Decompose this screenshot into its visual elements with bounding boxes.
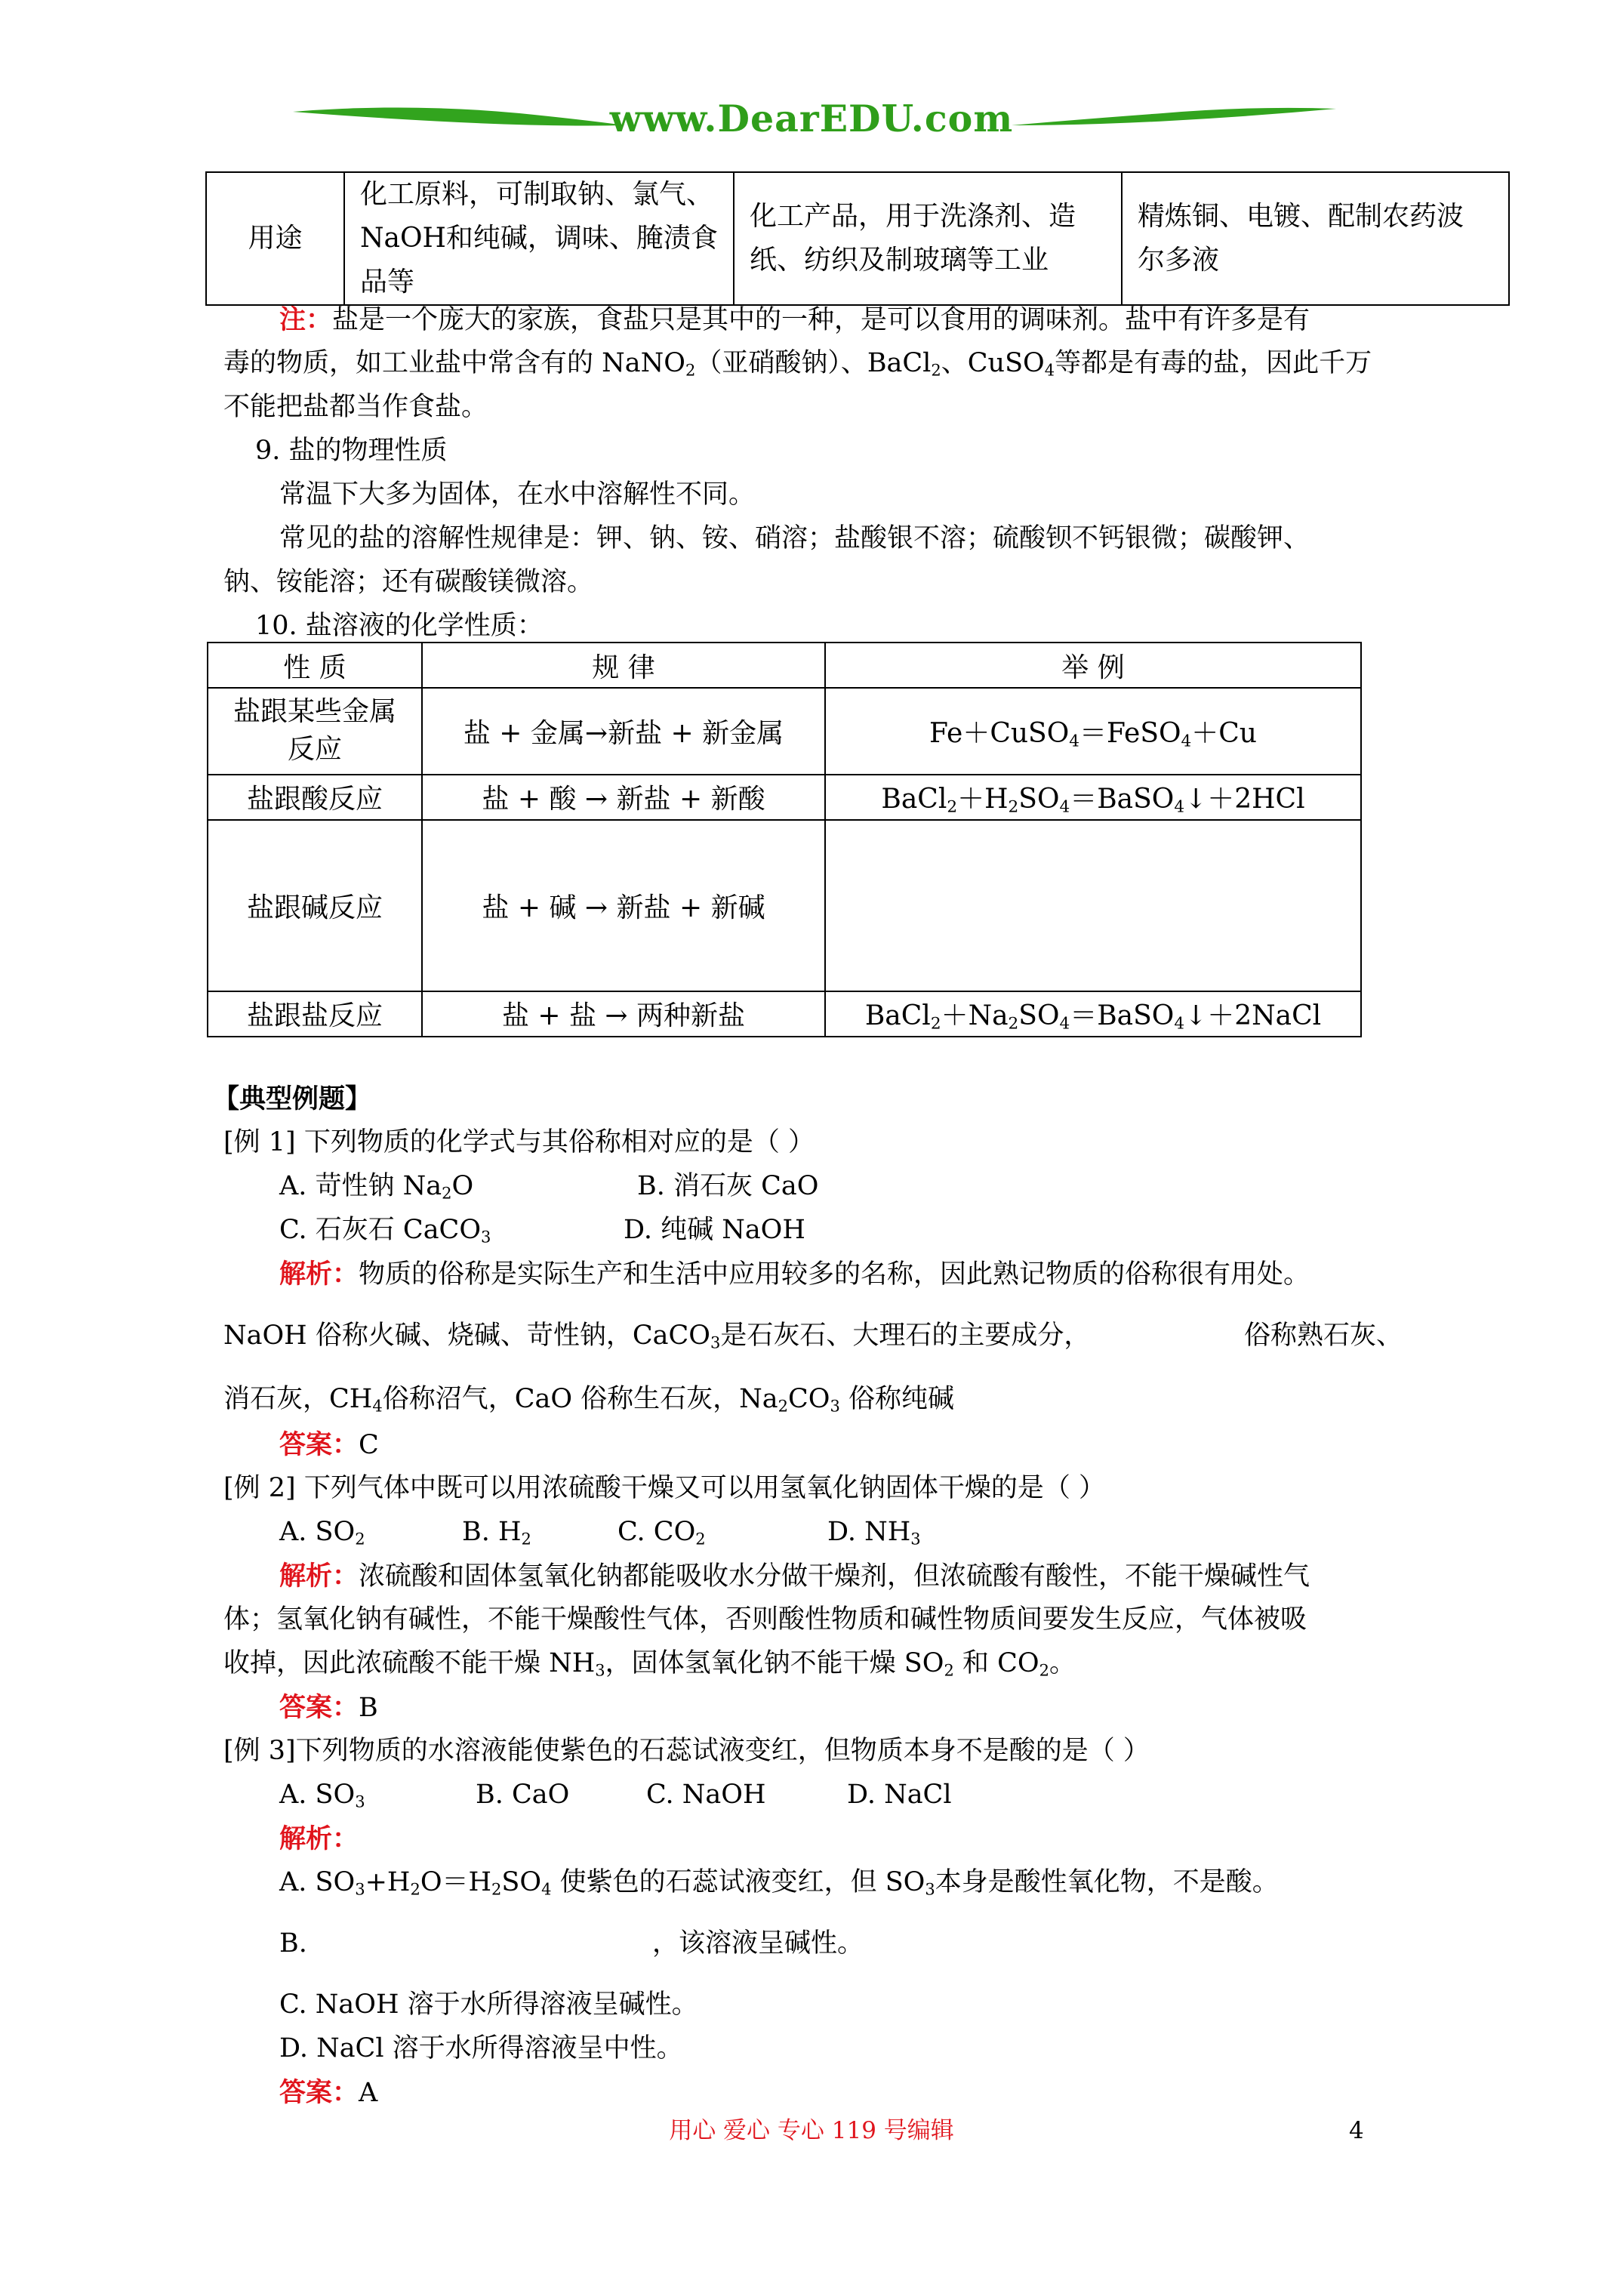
example-2-analysis-1: 解析：浓硫酸和固体氢氧化钠都能吸收水分做干燥剂，但浓硫酸有酸性，不能干燥碱性气	[279, 1561, 1310, 1592]
example-2-analysis-3: 收掉，因此浓硫酸不能干燥 $NH_3$，固体氢氧化钠不能干燥 $SO_2$ 和 $CO_2$。	[223, 1648, 1076, 1680]
example-3-answer: 答案：A	[279, 2077, 378, 2108]
footer-text: 用心 爱心 专心 119 号编辑	[669, 2117, 954, 2144]
usage-table	[205, 171, 1510, 306]
table-header-example: 举 例	[825, 643, 1361, 688]
table-header-property: 性 质	[208, 643, 422, 688]
section-10-title: 10. 盐溶液的化学性质：	[255, 611, 544, 641]
example-equation-4: $BaCl_2+Na_2SO_4=BaSO_4↓+2NaCl$	[825, 991, 1361, 1037]
section-9-line-3: 钠、铵能溶；还有碳酸镁微溶。	[223, 567, 594, 597]
table-row: 盐跟酸反应 盐 + 酸 → 新盐 + 新酸 $BaCl_2+H_2SO_4=BaSO_4↓+2HCl$	[208, 775, 1361, 820]
example-2-answer: 答案：B	[279, 1692, 378, 1723]
example-3-analysis-d: D. NaCl 溶于水所得溶液呈中性。	[279, 2033, 683, 2063]
example-3-option-a: A. $SO_3$	[279, 1780, 365, 1811]
example-2-option-d: D. $NH_3$	[827, 1517, 921, 1549]
usage-label-cell: 用途	[206, 172, 344, 305]
example-3-analysis-c: C. NaOH 溶于水所得溶液呈碱性。	[279, 1989, 698, 2020]
example-1-option-d: D. 纯碱 NaOH	[624, 1215, 805, 1245]
example-2-option-b: B. $H_2$	[462, 1517, 531, 1549]
example-3-analysis-b: B.	[279, 1928, 307, 1959]
example-1-analysis-p1: NaOH 俗称火碱、烧碱、苛性钠，CaCO$_3$是石灰石、大理石的主要成分，	[223, 1321, 1091, 1352]
page-number: 4	[1349, 2117, 1364, 2144]
example-3-analysis-label: 解析：	[279, 1823, 359, 1854]
example-3-analysis-b-tail: ，该溶液呈碱性。	[652, 1928, 864, 1959]
example-1-option-a: A. 苛性钠 $Na_2O$	[279, 1171, 474, 1203]
right-swoosh-icon	[1012, 97, 1336, 134]
brand-logo-text: www.DearEDU.com	[609, 97, 1014, 140]
table-header-rule: 规 律	[422, 643, 825, 688]
example-equation-1: Fe＋CuSO$_4$＝FeSO$_4$＋Cu	[825, 688, 1361, 774]
example-2-analysis-2: 体；氢氧化钠有碱性，不能干燥酸性气体，否则酸性物质和碱性物质间要发生反应，气体被吸	[223, 1604, 1307, 1635]
example-3-question: [例 3]下列物质的水溶液能使紫色的石蕊试液变红，但物质本身不是酸的是（ ）	[223, 1736, 1150, 1766]
example-2-option-a: A. $SO_2$	[279, 1517, 365, 1549]
table-row: 盐跟某些金属 反应 盐 + 金属→新盐 + 新金属 Fe＋CuSO$_4$＝FeSO$_4$＋Cu	[208, 688, 1361, 774]
usage-cell-copper-sulfate: 精炼铜、电镀、配制农药波 尔多液	[1122, 172, 1509, 305]
table-row: 盐跟盐反应 盐 + 盐 → 两种新盐 $BaCl_2+Na_2SO_4=BaSO_4↓+2NaCl$	[208, 991, 1361, 1037]
section-9-title: 9. 盐的物理性质	[255, 436, 448, 466]
note-line-2: 毒的物质，如工业盐中常含有的 NaNO$_2$（亚硝酸钠）、BaCl$_2$、CuSO$_4$等都是有毒的盐，因此千万	[223, 348, 1372, 380]
example-1-option-b: B. 消石灰 CaO	[637, 1171, 819, 1201]
section-9-line-1: 常温下大多为固体，在水中溶解性不同。	[279, 479, 756, 510]
usage-cell-sodium-carbonate: 化工产品，用于洗涤剂、造 纸、纺织及制玻璃等工业	[734, 172, 1122, 305]
example-1-analysis: 解析：物质的俗称是实际生产和生活中应用较多的名称，因此熟记物质的俗称很有用处。	[279, 1259, 1310, 1290]
examples-title: 【典型例题】	[213, 1083, 372, 1114]
table-row: 盐跟碱反应 盐 + 碱 → 新盐 + 新碱	[208, 820, 1361, 991]
example-1-option-c: C. 石灰石 CaCO$_3$	[279, 1215, 491, 1247]
example-3-option-c: C. NaOH	[646, 1780, 766, 1810]
note-line-3: 不能把盐都当作食盐。	[223, 392, 488, 422]
example-2-option-c: C. $CO_2$	[617, 1517, 706, 1549]
note-line-1: 注：盐是一个庞大的家族，食盐只是其中的一种，是可以食用的调味剂。盐中有许多是有	[279, 304, 1310, 335]
example-3-option-b: B. CaO	[476, 1780, 570, 1810]
example-3-analysis-a: A. $SO_3+H_2O=H_2SO_4$ 使紫色的石蕊试液变红，但 $SO_3$本身是酸性氧化物，不是酸。	[279, 1867, 1279, 1899]
example-1-analysis-p2: 消石灰，$CH_4$俗称沼气，CaO 俗称生石灰，$Na_2CO_3$ 俗称纯碱	[223, 1384, 955, 1416]
example-3-option-d: D. NaCl	[847, 1780, 952, 1810]
section-9-line-2: 常见的盐的溶解性规律是：钾、钠、铵、硝溶；盐酸银不溶；硫酸钡不钙银微；碳酸钾、	[279, 523, 1310, 553]
example-2-question: [例 2] 下列气体中既可以用浓硫酸干燥又可以用氢氧化钠固体干燥的是（ ）	[223, 1473, 1105, 1503]
example-1-answer: 答案：C	[279, 1429, 379, 1460]
example-1-analysis-p1-tail: 俗称熟石灰、	[1244, 1321, 1403, 1351]
salt-properties-table	[207, 642, 1362, 1037]
note-label: 注：	[279, 304, 333, 335]
usage-cell-sodium-chloride: 化工原料，可制取钠、氯气、 NaOH和纯碱，调味、腌渍食 品等	[344, 172, 734, 305]
example-1-question: [例 1] 下列物质的化学式与其俗称相对应的是（ ）	[223, 1127, 815, 1157]
example-equation-2: $BaCl_2+H_2SO_4=BaSO_4↓+2HCl$	[825, 775, 1361, 820]
example-equation-3-empty	[825, 820, 1361, 991]
